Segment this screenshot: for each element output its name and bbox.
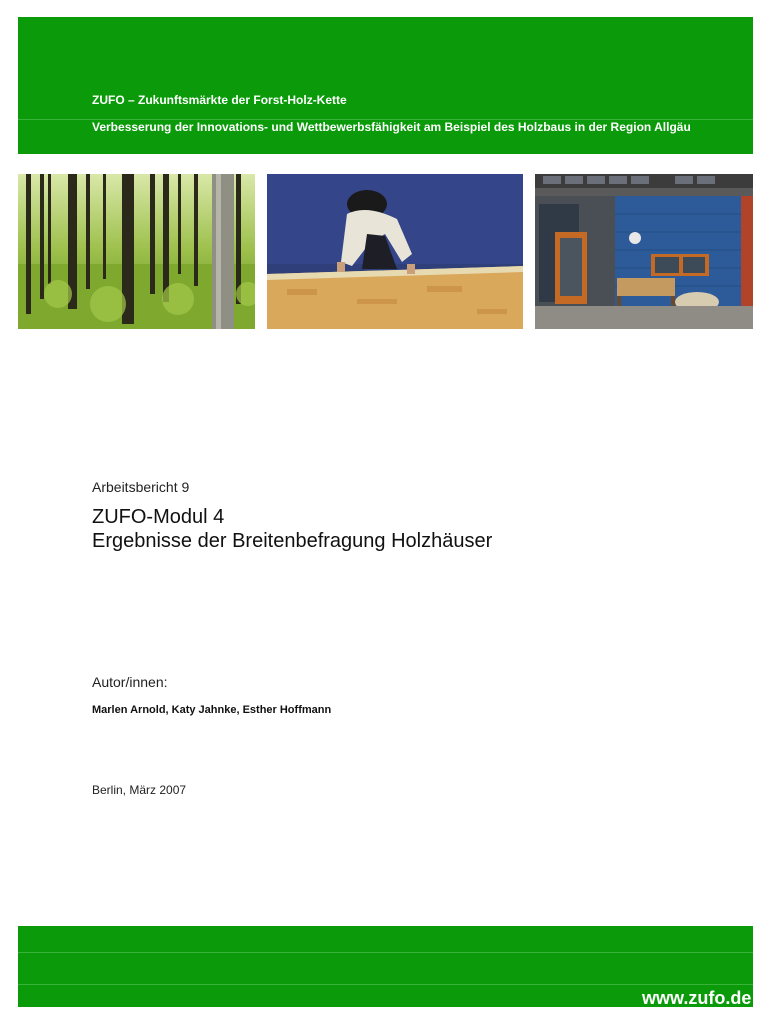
place-date: Berlin, März 2007 [92, 783, 187, 797]
header-title: ZUFO – Zukunftsmärkte der Forst-Holz-Kette [92, 93, 347, 107]
header-subtitle: Verbesserung der Innovations- und Wettbewerbsfähigkeit am Beispiel des Holzbaus in der Region Allgäu [92, 120, 691, 134]
footer-divider-bottom [18, 984, 753, 985]
report-label: Arbeitsbericht 9 [92, 479, 190, 495]
footer-divider-top [18, 952, 753, 953]
report-subtitle: Ergebnisse der Breitenbefragung Holzhäuser [92, 530, 493, 552]
footer-band [18, 926, 753, 1007]
authors-label: Autor/innen: [92, 674, 168, 690]
blue-wooden-house-photo [535, 174, 753, 329]
header-band [18, 17, 753, 154]
footer-url-link[interactable]: www.zufo.de [642, 988, 752, 1007]
authors-names: Marlen Arnold, Katy Jahnke, Esther Hoffmann [92, 704, 332, 716]
report-module: ZUFO-Modul 4 [92, 506, 225, 528]
forest-photo [18, 174, 255, 329]
worker-on-wood-panel-photo [267, 174, 523, 329]
report-title [92, 505, 492, 553]
